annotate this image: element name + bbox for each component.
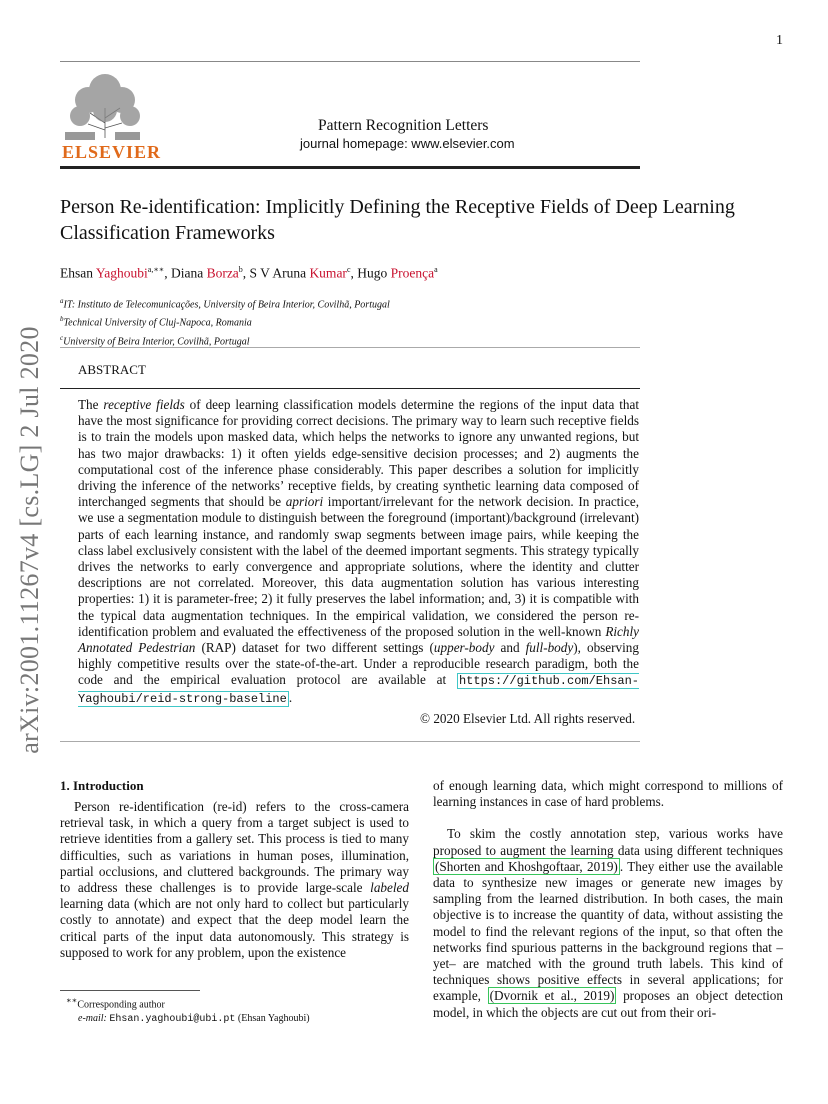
paragraph: Person re-identification (re-id) refers to the cross-camera retrieval task, in which a query from a target subject is used to retrieve identities from a gallery set. This process is tied to many difficulties, such as variations in human poses, illumination, partial occlusions, and cluttered backgrounds. The primary way to address these challenges is to provide large-scale labeled learning data (which are not only hard to collect but particularly costly to annotate) and expect that the deep model learn the critical parts of the input data autonomously. This strategy is supposed to work for any problem, upon the existence (60, 799, 409, 960)
abstract-body: The receptive fields of deep learning classification models determine the regions of the input data that have the most significance for providing correct decisions. The primary way to learn such receptive fields is to train the models upon masked data, which helps the networks to ignore any unwanted regions, but has two major drawbacks: 1) it often yields edge-sensitive decision processes; and 2) augments the computational cost of the inference phase considerably. This paper describes a solution for implicitly driving the inference of the networks’ receptive fields, by creating synthetic learning data composed of interchanged segments that should be apriori important/irrelevant for the network decision. In practice, we use a segmentation module to distinguish between the foreground (important)/background (irrelevant) parts of each learning instance, and randomly swap segments between image pairs, while keeping the class label exclusively consistent with the label of the deemed important segments. This strategy typically drives the networks to early convergence and appropriate solutions, where the identity and clutter descriptions are not correlated. Moreover, this data augmentation solution has various interesting properties: 1) it is parameter-free; 2) it fully preserves the label information; and, 3) it is compatible with the typical data augmentation techniques. In the empirical validation, we considered the person re-identification problem and evaluated the effectiveness of the proposed solution in the well-known Richly Annotated Pedestrian (RAP) dataset for two different settings (upper-body and full-body), observing highly competitive results over the state-of-the-art. Under a reproducible research paradigm, both the code and the empirical evaluation protocol are available at https://github.com/Ehsan-Yaghoubi/reid-strong-baseline . (78, 397, 640, 706)
affiliation: $^c$University of Beira Interior, Covilhã, Portugal (60, 333, 250, 347)
paper-title: Person Re-identification: Implicitly Defining the Receptive Fields of Deep Learning Classification Frameworks (60, 196, 735, 244)
code-url-link[interactable]: https://github.com/Ehsan-Yaghoubi/reid-strong-baseline (78, 674, 639, 706)
email-address[interactable]: Ehsan.yaghoubi@ubi.pt (109, 1014, 236, 1026)
journal-homepage[interactable]: journal homepage: www.elsevier.com (300, 136, 515, 151)
abstract-heading: ABSTRACT (78, 362, 146, 377)
page-number: 1 (776, 33, 783, 48)
paragraph: of enough learning data, which might correspond to millions of learning instances in case of hard problems. (433, 778, 783, 810)
affil-rule (60, 347, 640, 348)
affiliation: $^a$IT: Instituto de Telecomunicações, University of Beira Interior, Covilhã, Portugal (60, 297, 390, 311)
header-thick-rule (60, 166, 640, 169)
arxiv-stamp: arXiv:2001.11267v4 [cs.LG] 2 Jul 2020 (15, 326, 44, 754)
journal-name: Pattern Recognition Letters (318, 117, 489, 134)
author-link[interactable]: Borza (206, 265, 239, 281)
copyright-notice: © 2020 Elsevier Ltd. All rights reserved. (420, 711, 636, 726)
footnote: ∗∗Corresponding author e-mail: Ehsan.yaghoubi@ubi.pt (Ehsan Yaghoubi) (66, 996, 310, 1026)
author-link[interactable]: Proença (390, 265, 435, 281)
section-heading: 1. Introduction (60, 778, 144, 793)
publisher-wordmark: ELSEVIER (62, 142, 162, 162)
right-column (433, 778, 783, 1021)
affiliation: $^b$Technical University of Cluj-Napoca, Romania (60, 315, 252, 329)
abstract-end-rule (60, 741, 640, 742)
citation-link[interactable]: (Shorten and Khoshgoftaar, 2019) (435, 858, 618, 874)
left-column (60, 799, 409, 961)
author-list: Ehsan Yaghoubi$^{a,∗∗}$, Diana Borza$^b$, S V Aruna Kumar$^c$, Hugo Proença$^a$ (60, 265, 438, 281)
footnote-rule (60, 990, 200, 991)
affiliations (60, 294, 390, 349)
author-link[interactable]: Yaghoubi (95, 265, 148, 281)
header-rule (60, 61, 640, 62)
author-link[interactable]: Kumar (309, 265, 347, 281)
paragraph: To skim the costly annotation step, various works have proposed to augment the learning data using different techniques (Shorten and Khoshgoftaar, 2019) . They either use the available data to synthesize new images or generate new images by sampling from the learned distribution. In both cases, the main objective is to increase the quantity of data, without assisting the model to find the relevant regions of the input, so that often the networks find spurious patterns in the background regions that –yet– are matched with the ground truth labels. This kind of techniques shows positive effects in several applications; for example, (Dvornik et al., 2019) proposes an object detection model, in which the objects are cut out from their ori- (433, 826, 783, 1020)
abstract-rule (60, 388, 640, 389)
citation-link[interactable]: (Dvornik et al., 2019) (489, 988, 615, 1004)
